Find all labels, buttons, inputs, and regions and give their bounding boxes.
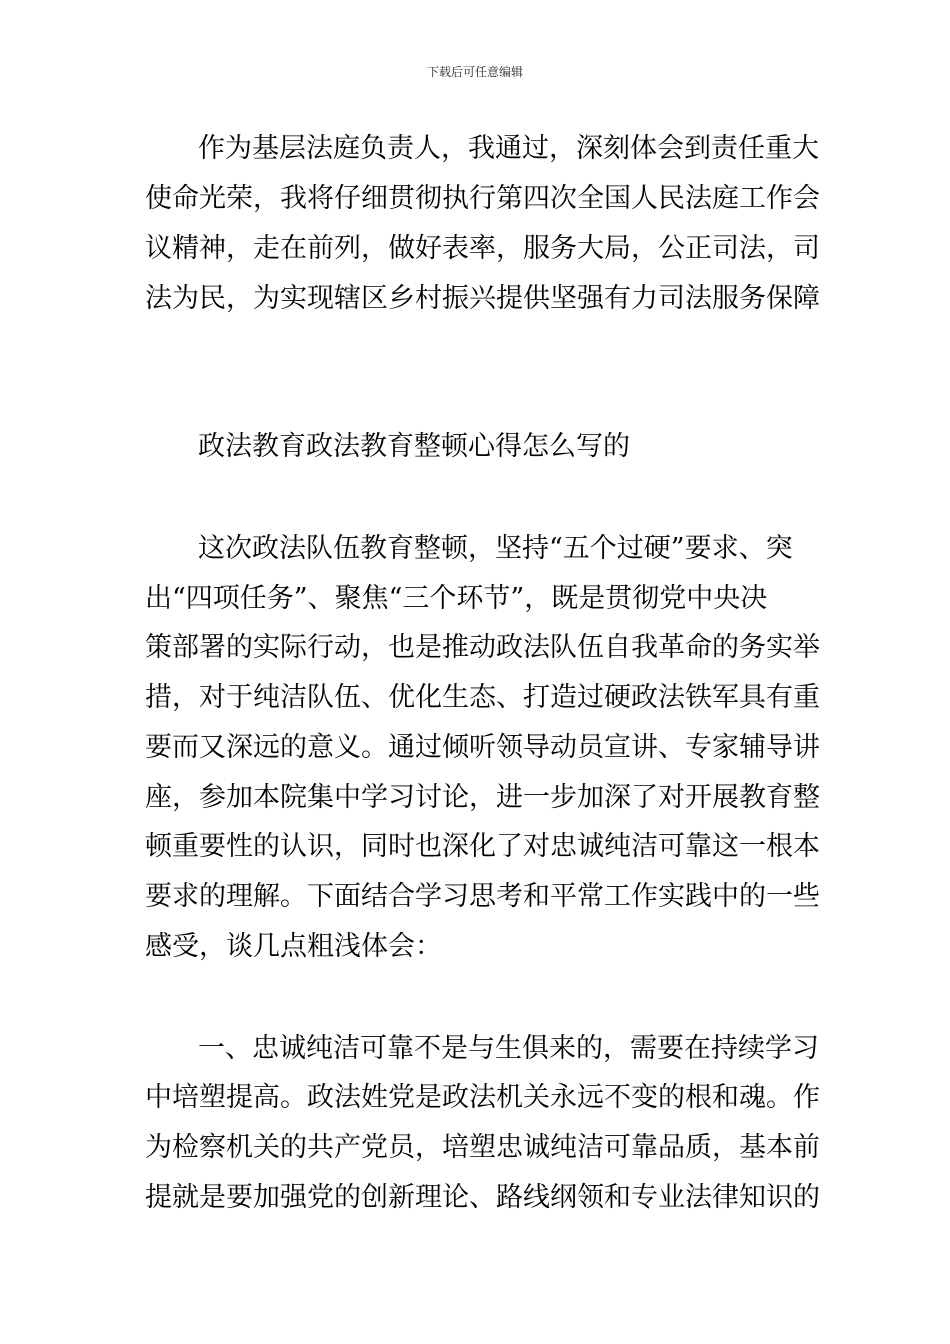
paragraph-line: 策部署的实际行动，也是推动政法队伍自我革命的务实举 xyxy=(145,632,820,663)
paragraph-line: 感受，谈几点粗浅体会： xyxy=(145,931,442,962)
paragraph-line: 座，参加本院集中学习讨论，进一步加深了对开展教育整 xyxy=(145,782,820,813)
paragraph-line: 这次政法队伍教育整顿，坚持“五个过硬”要求、突 xyxy=(198,533,793,564)
paragraph-line: 议精神，走在前列，做好表率，服务大局，公正司法，司 xyxy=(145,233,820,264)
paragraph-line: 要求的理解。下面结合学习思考和平常工作实践中的一些 xyxy=(145,881,820,912)
header-note: 下载后可任意编辑 xyxy=(426,65,523,79)
paragraph-line: 使命光荣，我将仔细贯彻执行第四次全国人民法庭工作会 xyxy=(145,183,820,214)
paragraph-line: 作为基层法庭负责人，我通过，深刻体会到责任重大 xyxy=(198,133,819,164)
paragraph-line: 提就是要加强党的创新理论、路线纲领和专业法律知识的 xyxy=(145,1182,820,1213)
paragraph-line: 要而又深远的意义。通过倾听领导动员宣讲、专家辅导讲 xyxy=(145,732,820,763)
section-heading: 政法教育政法教育整顿心得怎么写的 xyxy=(198,431,630,462)
paragraph-line: 为检察机关的共产党员，培塑忠诚纯洁可靠品质，基本前 xyxy=(145,1132,820,1163)
paragraph-line: 措，对于纯洁队伍、优化生态、打造过硬政法铁军具有重 xyxy=(145,682,820,713)
paragraph-line: 中培塑提高。政法姓党是政法机关永远不变的根和魂。作 xyxy=(145,1082,820,1113)
paragraph-line: 一、忠诚纯洁可靠不是与生俱来的，需要在持续学习 xyxy=(198,1033,819,1064)
paragraph-line: 法为民，为实现辖区乡村振兴提供坚强有力司法服务保障 xyxy=(145,283,820,314)
paragraph-line: 出“四项任务”、聚焦“三个环节”，既是贯彻党中央决 xyxy=(145,583,768,614)
paragraph-line: 顿重要性的认识，同时也深化了对忠诚纯洁可靠这一根本 xyxy=(145,831,820,862)
